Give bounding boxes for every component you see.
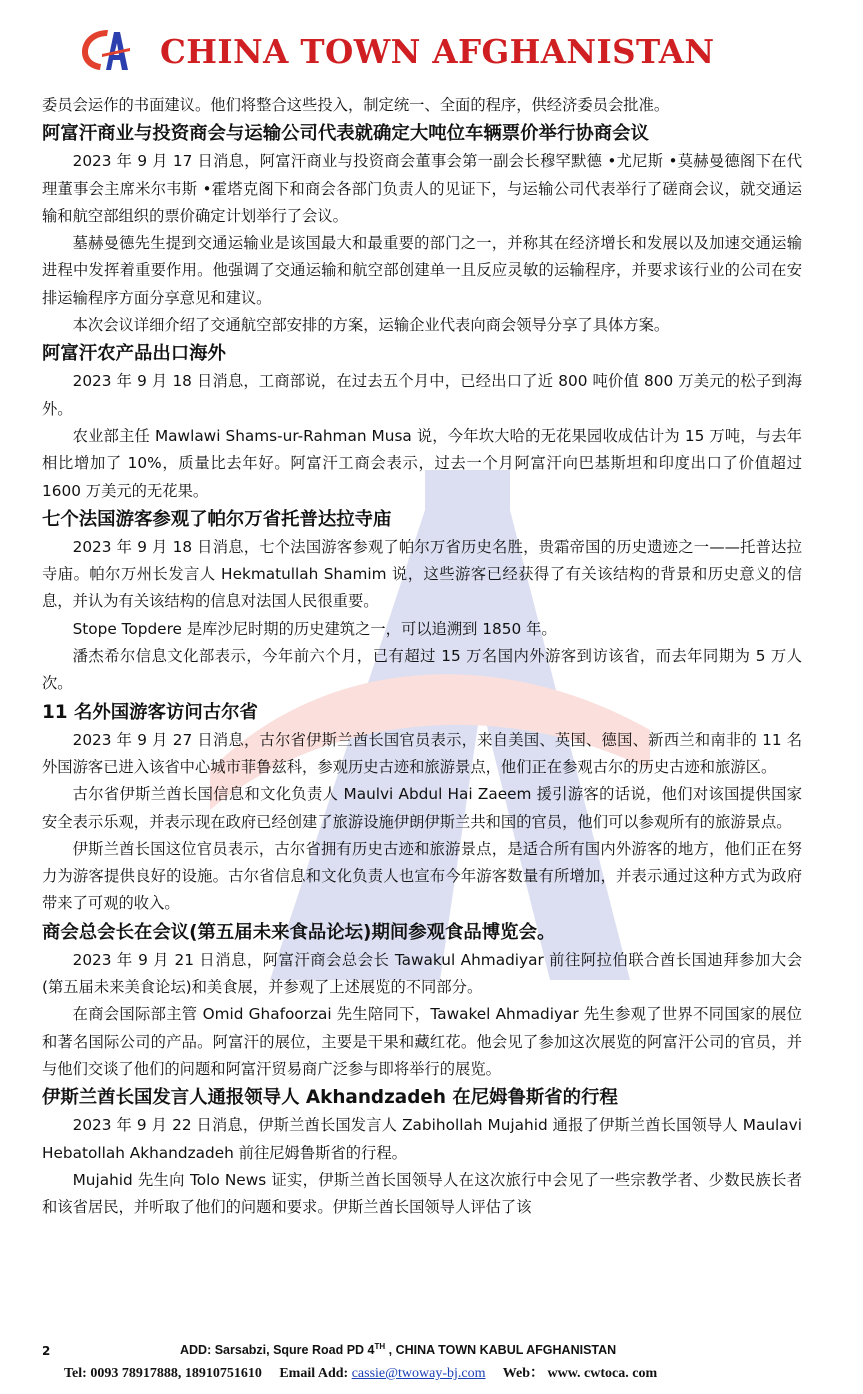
brand-title: CHINA TOWN AFGHANISTAN bbox=[160, 32, 715, 71]
web-label: Web： bbox=[502, 1366, 544, 1381]
section-paragraph: 2023 年 9 月 18 日消息，七个法国游客参观了帕尔万省历史名胜，贵霜帝国的历史遗迹之一——托普达拉寺庙。帕尔万州长发言人 Hekmatullah Shamim 说，这些游客已经获得了有关该结构的背景和历史意义的信息，并认为有关该结构的信息对法国人民很重要。 bbox=[42, 537, 802, 611]
section-paragraph: 在商会国际部主管 Omid Ghafoorzai 先生陪同下，Tawakel Ahmadiyar 先生参观了世界不同国家的展位和著名国际公司的产品。阿富汗的展位，主要是干果和藏红花。他会见了参加这次展览的阿富汗公司的官员，并与他们交谈了他们的问题和阿富汗贸易商广泛参与即将举行的展览。 bbox=[42, 1005, 802, 1078]
section-paragraph: 伊斯兰酋长国这位官员表示，古尔省拥有历史古迹和旅游景点，是适合所有国内外游客的地方，他们正在努力为游客提供良好的设施。古尔省信息和文化负责人也宣布今年游客数量有所增加，并表示通过这种方式为政府带来了可观的收入。 bbox=[42, 839, 802, 913]
section-paragraph: 墓赫曼德先生提到交通运输业是该国最大和最重要的部门之一，并称其在经济增长和发展以及加速交通运输进程中发挥着重要作用。他强调了交通运输和航空部创建单一且反应灵敏的运输程序，并要求该行业的公司在安排运输程序方面分享意见和建议。 bbox=[42, 234, 802, 307]
section-heading: 七个法国游客参观了帕尔万省托普达拉寺庙 bbox=[42, 508, 392, 530]
section-heading: 商会总会长在会议(第五届未来食品论坛)期间参观食品博览会。 bbox=[42, 921, 556, 943]
china-town-logo bbox=[78, 26, 132, 72]
section-heading: 11 名外国游客访问古尔省 bbox=[42, 701, 258, 723]
section-heading: 伊斯兰酋长国发言人通报领导人 Akhandzadeh 在尼姆鲁斯省的行程 bbox=[42, 1087, 618, 1109]
tel-value: 0093 78917888, 18910751610 bbox=[90, 1366, 262, 1381]
section-paragraph: 古尔省伊斯兰酋长国信息和文化负责人 Maulvi Abdul Hai Zaeem 援引游客的话说，他们对该国提供国家安全表示乐观，并表示现在政府已经创建了旅游设施伊朗伊斯兰共和国的官员，他们可以参观所有的旅游景点。 bbox=[42, 785, 802, 831]
email-link[interactable]: cassie@twoway-bj.com bbox=[351, 1366, 486, 1381]
article-body bbox=[42, 92, 802, 1221]
section-paragraph: 2023 年 9 月 17 日消息，阿富汗商业与投资商会董事会第一副会长穆罕默德 •尤尼斯 •莫赫曼德阁下在代理董事会主席米尔韦斯 •霍塔克阁下和商会各部门负责人的见证下，与运输公司代表举行了磋商会议，就交通运输和航空部组织的票价确定计划举行了会议。 bbox=[42, 152, 802, 225]
footer-address bbox=[180, 1342, 616, 1357]
section-paragraph: 2023 年 9 月 27 日消息，古尔省伊斯兰酋长国官员表示，来自美国、英国、德国、新西兰和南非的 11 名外国游客已进入该省中心城市菲鲁兹科，参观历史古迹和旅游景点，他们正在参观古尔的历史古迹和旅游区。 bbox=[42, 730, 802, 776]
address-superscript: TH bbox=[374, 1342, 386, 1351]
footer-contact bbox=[64, 1362, 657, 1382]
section-heading: 阿富汗商业与投资商会与运输公司代表就确定大吨位车辆票价举行协商会议 bbox=[42, 123, 649, 145]
section-paragraph: 农业部主任 Mawlawi Shams-ur-Rahman Musa 说，今年坎大哈的无花果园收成估计为 15 万吨，与去年相比增加了 10%，质量比去年好。阿富汗工商会表示，过去一个月阿富汗向巴基斯坦和印度出口了价值超过 1600 万美元的无花果。 bbox=[42, 426, 802, 500]
section-paragraph: Mujahid 先生向 Tolo News 证实，伊斯兰酋长国领导人在这次旅行中会见了一些宗教学者、少数民族长者和该省居民，并听取了他们的问题和要求。伊斯兰酋长国领导人评估了该 bbox=[42, 1170, 802, 1217]
section-paragraph: 本次会议详细介绍了交通航空部安排的方案，运输企业代表向商会领导分享了具体方案。 bbox=[72, 316, 670, 335]
address-prefix: ADD: Sarsabzi, Squre Road PD 4 bbox=[180, 1343, 375, 1358]
email-label: Email Add: bbox=[279, 1366, 349, 1381]
page-header bbox=[0, 20, 863, 84]
section-paragraph: 2023 年 9 月 21 日消息，阿富汗商会总会长 Tawakul Ahmadiyar 前往阿拉伯联合酋长国迪拜参加大会(第五届未来美食论坛)和美食展，并参观了上述展览的不同部分。 bbox=[42, 950, 802, 997]
tel-label: Tel: bbox=[64, 1366, 87, 1381]
page-number: 2 bbox=[42, 1344, 51, 1358]
section-paragraph: 潘杰希尔信息文化部表示，今年前六个月，已有超过 15 万名国内外游客到访该省，而去年同期为 5 万人次。 bbox=[42, 647, 802, 693]
section-paragraph: 2023 年 9 月 22 日消息，伊斯兰酋长国发言人 Zabihollah Mujahid 通报了伊斯兰酋长国领导人 Maulavi Hebatollah Akhandzadeh 前往尼姆鲁斯省的行程。 bbox=[42, 1116, 802, 1162]
address-suffix: , CHINA TOWN KABUL AFGHANISTAN bbox=[385, 1343, 617, 1358]
web-value: www. cwtoca. com bbox=[547, 1366, 658, 1381]
section-heading: 阿富汗农产品出口海外 bbox=[42, 343, 226, 365]
section-paragraph: Stope Topdere 是库沙尼时期的历史建筑之一，可以追溯到 1850 年。 bbox=[72, 619, 557, 638]
intro-paragraph: 委员会运作的书面建议。他们将整合这些投入，制定统一、全面的程序，供经济委员会批准。 bbox=[42, 96, 670, 114]
section-paragraph: 2023 年 9 月 18 日消息，工商部说，在过去五个月中，已经出口了近 800 吨价值 800 万美元的松子到海外。 bbox=[42, 372, 802, 418]
